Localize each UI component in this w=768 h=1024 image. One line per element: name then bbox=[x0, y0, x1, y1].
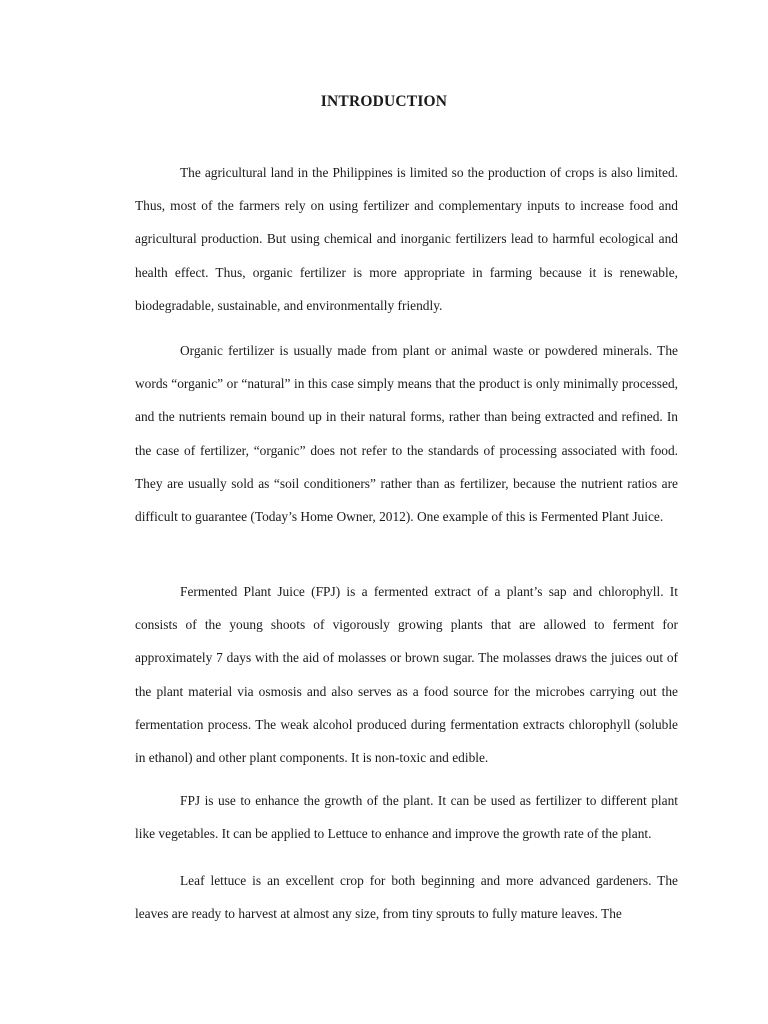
paragraph-agricultural-land: The agricultural land in the Philippines is limited so the production of crops is also limited. Thus, most of the farmers rely on using fertilizer and complementary inputs to increase food and agricultural production. But using chemical and inorganic fertilizers lead to harmful ecological and health effect. Thus, organic fertilizer is more appropriate in farming because it is renewable, biodegradable, sustainable, and environmentally friendly. bbox=[135, 165, 678, 313]
paragraph-fermented-plant-juice: Fermented Plant Juice (FPJ) is a fermented extract of a plant’s sap and chlorophyll. It consists of the young shoots of vigorously growing plants that are allowed to ferment for approximately 7 days with the aid of molasses or brown sugar. The molasses draws the juices out of the plant material via osmosis and also serves as a food source for the microbes carrying out the fermentation process. The weak alcohol produced during fermentation extracts chlorophyll (soluble in ethanol) and other plant components. It is non-toxic and edible. bbox=[135, 584, 678, 766]
paragraph-organic-fertilizer: Organic fertilizer is usually made from plant or animal waste or powdered minerals. The words “organic” or “natural” in this case simply means that the product is only minimally processed, and the nutrients remain bound up in their natural forms, rather than being extracted and refined. In the case of fertilizer, “organic” does not refer to the standards of processing associated with food. They are usually sold as “soil conditioners” rather than as fertilizer, because the nutrient ratios are difficult to guarantee (Today’s Home Owner, 2012). One example of this is Fermented Plant Juice. bbox=[135, 343, 678, 525]
paragraph-leaf-lettuce: Leaf lettuce is an excellent crop for both beginning and more advanced gardeners. The leaves are ready to harvest at almost any size, from tiny sprouts to fully mature leaves. The bbox=[135, 873, 678, 922]
section-title: INTRODUCTION bbox=[320, 93, 448, 110]
paragraph-fpj-use: FPJ is use to enhance the growth of the plant. It can be used as fertilizer to different plant like vegetables. It can be applied to Lettuce to enhance and improve the growth rate of the plant. bbox=[135, 793, 678, 842]
